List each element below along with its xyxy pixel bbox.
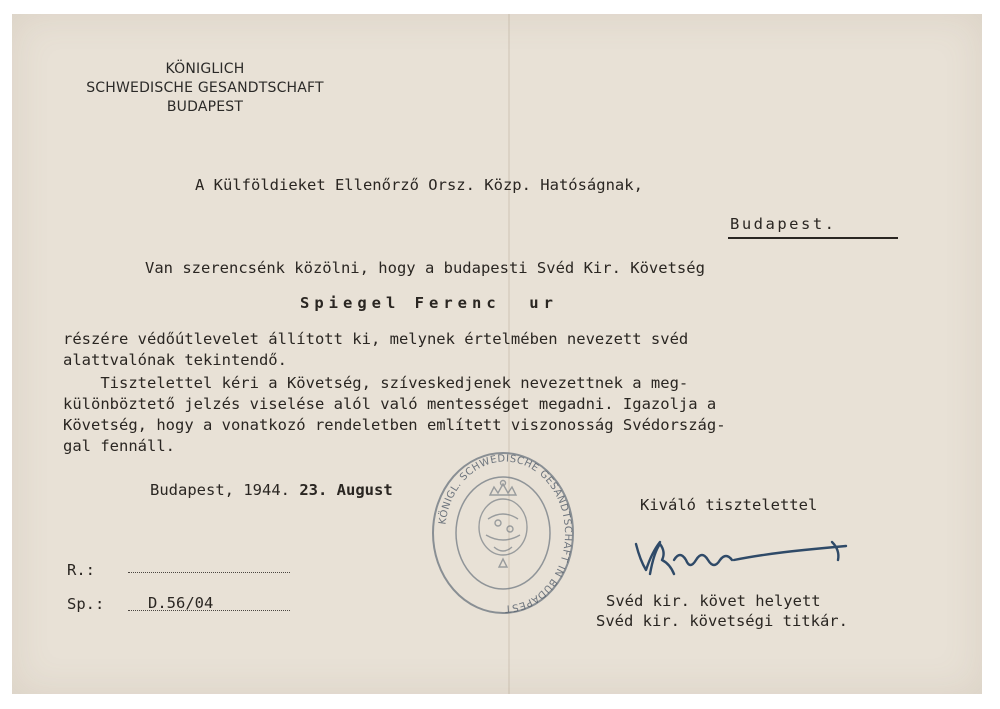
sp-value: D.56/04	[148, 594, 214, 612]
date-typed: Budapest, 1944.	[150, 481, 290, 499]
date-line	[150, 481, 393, 499]
closing-line: Kiváló tisztelettel	[640, 496, 818, 514]
date-handwritten: 23. August	[299, 481, 393, 499]
letterhead-line3: BUDAPEST	[166, 99, 244, 115]
signatory-line1: Svéd kir. követ helyett	[606, 592, 821, 610]
recipient-line: A Külföldieket Ellenőrző Orsz. Közp. Hatóságnak,	[195, 176, 643, 194]
r-label: R.:	[67, 561, 95, 579]
city-line: Budapest.	[730, 215, 837, 233]
stamp-text: KÖNIGL. SCHWEDISCHE GESANDTSCHAFT IN BUDAPEST	[437, 453, 574, 614]
sp-label: Sp.:	[67, 595, 105, 613]
body-line: részére védőútlevelet állított ki, melynek értelmében nevezett svéd	[63, 330, 689, 348]
intro-line: Van szerencsénk közölni, hogy a budapesti Svéd Kir. Követség	[145, 259, 705, 277]
body-line: különböztető jelzés viselése alól való mentességet megadni. Igazolja a	[63, 395, 717, 413]
body-line: gal fennáll.	[63, 437, 175, 455]
body-line: alattvalónak tekintendő.	[63, 351, 287, 369]
crown-emblem-icon	[479, 481, 527, 568]
city-underline	[728, 237, 898, 239]
body-line: Követség, hogy a vonatkozó rendeletben említett viszonosság Svédország-	[63, 416, 726, 434]
letterhead-line1: KÖNIGLICH	[165, 61, 245, 77]
signatory-line2: Svéd kir. követségi titkár.	[596, 612, 848, 630]
sp-dotted-line	[128, 610, 290, 611]
letterhead-line2: SCHWEDISCHE GESANDTSCHAFT	[86, 80, 324, 96]
r-dotted-line	[128, 572, 290, 573]
letterhead	[60, 60, 350, 117]
legation-stamp	[428, 447, 578, 617]
person-name: Spiegel Ferenc ur	[300, 294, 558, 312]
body-line: Tisztelettel kéri a Követség, szíveskedjenek nevezettnek a meg-	[63, 374, 689, 392]
handwritten-signature	[622, 530, 862, 590]
